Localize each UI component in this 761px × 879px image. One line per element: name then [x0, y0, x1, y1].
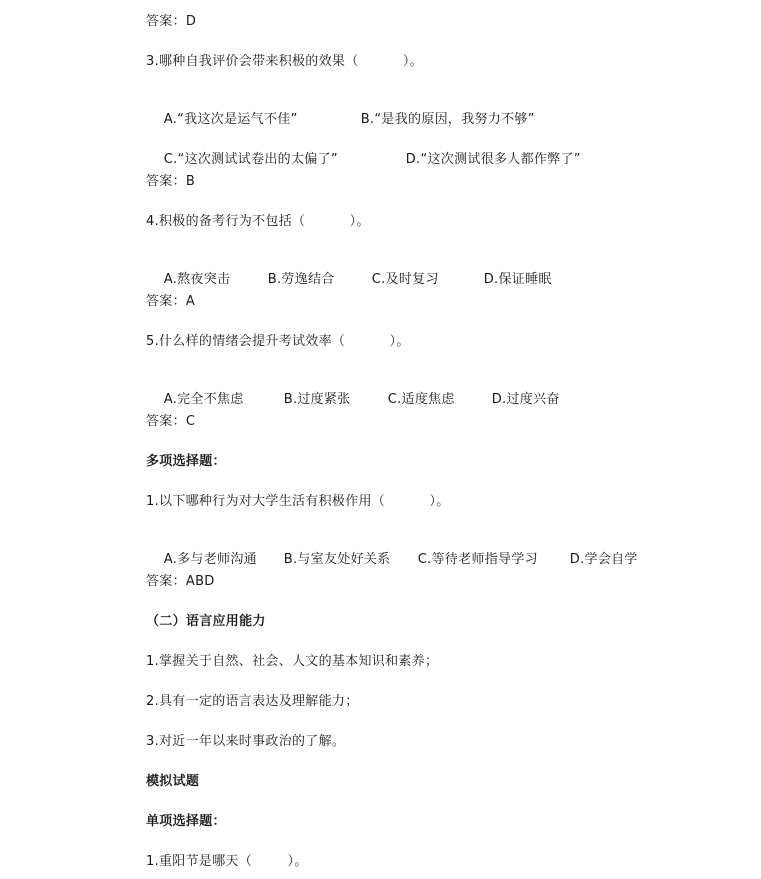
answer-line: 答案：B: [146, 174, 196, 189]
answer-line: 答案：A: [146, 294, 196, 309]
requirement-3: 3.对近一年以来时事政治的了解。: [146, 734, 346, 749]
multi-question-1: 1.以下哪种行为对大学生活有积极作用（ ）。: [146, 494, 450, 509]
option-a: A.多与老师沟通: [163, 552, 257, 567]
option-d: D.过度兴奋: [491, 392, 560, 407]
option-c: C.及时复习: [371, 272, 439, 287]
single-question-1: 1.重阳节是哪天（ ）。: [146, 854, 308, 869]
question-3-options-cd: [146, 133, 581, 187]
option-d: D.“这次测试很多人都作弊了”: [405, 152, 581, 167]
question-4: 4.积极的备考行为不包括（ ）。: [146, 214, 370, 229]
option-b: B.劳逸结合: [267, 272, 335, 287]
question-4-options: [146, 253, 552, 307]
requirement-2: 2.具有一定的语言表达及理解能力；: [146, 694, 359, 709]
option-a: A.熬夜突击: [163, 272, 231, 287]
option-a: A.完全不焦虑: [163, 392, 244, 407]
option-a: A.“我这次是运气不佳”: [163, 112, 298, 127]
option-b: B.“是我的原因，我努力不够”: [360, 112, 535, 127]
section-heading-multiple-choice: 多项选择题：: [146, 454, 226, 469]
answer-line: 答案：ABD: [146, 574, 215, 589]
option-d: D.保证睡眠: [483, 272, 552, 287]
question-5-options: [146, 373, 560, 427]
option-c: C.“这次测试试卷出的太偏了”: [163, 152, 338, 167]
section-heading-single-choice: 单项选择题：: [146, 814, 226, 829]
question-3: 3.哪种自我评价会带来积极的效果（ ）。: [146, 54, 423, 69]
option-c: C.适度焦虑: [387, 392, 455, 407]
answer-line: 答案：C: [146, 414, 196, 429]
option-b: B.与室友处好关系: [283, 552, 391, 567]
section-heading-mock-test: 模拟试题: [146, 774, 200, 789]
option-d: D.学会自学: [569, 552, 638, 567]
option-c: C.等待老师指导学习: [417, 552, 538, 567]
multi-question-1-options: [146, 533, 638, 587]
question-5: 5.什么样的情绪会提升考试效率（ ）。: [146, 334, 410, 349]
requirement-1: 1.掌握关于自然、社会、人文的基本知识和素养；: [146, 654, 439, 669]
option-b: B.过度紧张: [283, 392, 351, 407]
section-heading-language: （二）语言应用能力: [146, 614, 266, 629]
answer-line: 答案：D: [146, 14, 197, 29]
